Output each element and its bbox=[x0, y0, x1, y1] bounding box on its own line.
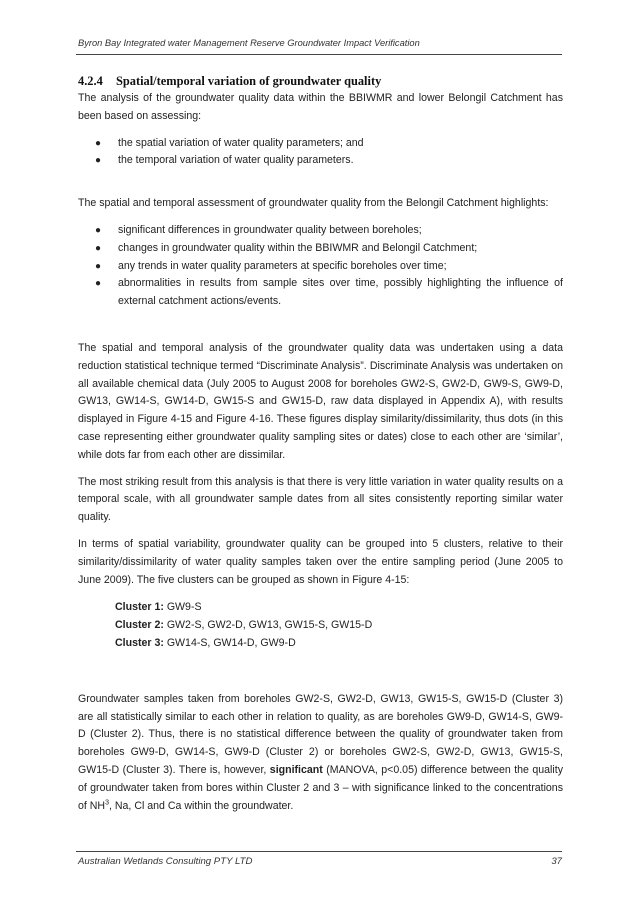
temporal-result-paragraph: The most striking result from this analysis is that there is very little variation in water quality results on a temporal scale, with all groundwater sample dates from all sites consistently reporting similar water quality. bbox=[78, 475, 563, 524]
section-number: 4.2.4 bbox=[78, 74, 103, 88]
intro-bullet-list bbox=[78, 135, 563, 171]
cluster-members: GW14-S, GW14-D, GW9-D bbox=[163, 636, 296, 649]
bullet-icon: ● bbox=[95, 242, 102, 254]
list-item bbox=[115, 617, 563, 635]
spatial-variability-paragraph: In terms of spatial variability, groundwater quality can be grouped into 5 clusters, relative to their similarity/dissimilarity of water quality samples taken over the entire sampling period (June 2005 to June 2009). The five clusters can be grouped as shown in Figure 4-15: bbox=[78, 537, 563, 586]
cluster-label: Cluster 3: bbox=[115, 636, 164, 649]
bullet-icon: ● bbox=[95, 260, 102, 272]
intro-paragraph: The analysis of the groundwater quality data within the BBIWMR and lower Belongil Catchment has been based on assessing: bbox=[78, 92, 563, 122]
bullet-icon: ● bbox=[95, 278, 102, 290]
cluster-label: Cluster 1: bbox=[115, 601, 164, 614]
bullet-icon: ● bbox=[95, 155, 102, 167]
highlights-paragraph: The spatial and temporal assessment of groundwater quality from the Belongil Catchment highlights: bbox=[78, 197, 549, 210]
footer-divider bbox=[76, 851, 562, 852]
cluster-members: GW9-S bbox=[163, 601, 202, 614]
list-item bbox=[115, 599, 563, 617]
list-item: ● the temporal variation of water quality parameters. bbox=[78, 152, 563, 170]
header-divider bbox=[76, 54, 562, 55]
list-item: ● the spatial variation of water quality parameters; and bbox=[78, 135, 563, 153]
list-item bbox=[115, 635, 563, 653]
list-item: ● any trends in water quality parameters at specific boreholes over time; bbox=[78, 258, 563, 276]
bullet-icon: ● bbox=[95, 224, 102, 236]
analysis-paragraph: The spatial and temporal analysis of the groundwater quality data was undertaken using a data reduction statistical technique termed “Discriminate Analysis”. Discriminate Analysis was undertaken on all available chemical data (July 2005 to August 2008 for boreholes GW2-S, GW2-D, GW9-S, GW9-D, GW13, GW14-S, GW14-D, GW15-S and GW15-D, raw data displayed in Appendix A), with results displayed in Figure 4-15 and Figure 4-16. These figures display similarity/dissimilarity, thus dots (in this case representing either groundwater quality sampling sites or dates) close to each other are ‘similar’, while dots far from each other are dissimilar. bbox=[78, 341, 563, 461]
running-header: Byron Bay Integrated water Management Reserve Groundwater Impact Verification bbox=[78, 38, 420, 48]
section-heading bbox=[78, 72, 563, 90]
emphasis-text: significant bbox=[269, 763, 323, 776]
bullet-icon: ● bbox=[95, 137, 102, 149]
section-title: Spatial/temporal variation of groundwater quality bbox=[116, 74, 382, 88]
list-item: ● changes in groundwater quality within the BBIWMR and Belongil Catchment; bbox=[78, 240, 563, 258]
list-item: ● abnormalities in results from sample sites over time, possibly highlighting the influence of external catchment actions/events. bbox=[95, 277, 563, 308]
cluster-label: Cluster 2: bbox=[115, 619, 164, 632]
cluster-members: GW2-S, GW2-D, GW13, GW15-S, GW15-D bbox=[163, 619, 373, 632]
footer-company: Australian Wetlands Consulting PTY LTD bbox=[78, 856, 253, 867]
page-number: 37 bbox=[551, 856, 562, 867]
superscript: 3 bbox=[105, 798, 109, 806]
highlights-bullet-list bbox=[78, 222, 563, 311]
list-item: ● significant differences in groundwater quality between boreholes; bbox=[78, 222, 563, 240]
cluster-list bbox=[78, 599, 563, 652]
page-body bbox=[78, 72, 563, 815]
conclusion-paragraph: Groundwater samples taken from boreholes GW2-S, GW2-D, GW13, GW15-S, GW15-D (Cluster 3) are all statistically similar to each other in relation to quality, as are boreholes GW9-D, GW14-S, GW9-D (Cluster 2). Thus, there is no statistical difference between the quality of groundwater taken from boreholes GW9-D, GW14-S, GW9-D (Cluster 2) or boreholes GW2-S, GW2-D, GW13, GW15-S, GW15-D (Cluster 3). There is, however, significant (MANOVA, p<0.05) difference between the quality of groundwater taken from bores within Cluster 2 and 3 – with significance linked to the concentrations of $NH^3$, Na, Cl and Ca within the groundwater. bbox=[78, 692, 563, 812]
